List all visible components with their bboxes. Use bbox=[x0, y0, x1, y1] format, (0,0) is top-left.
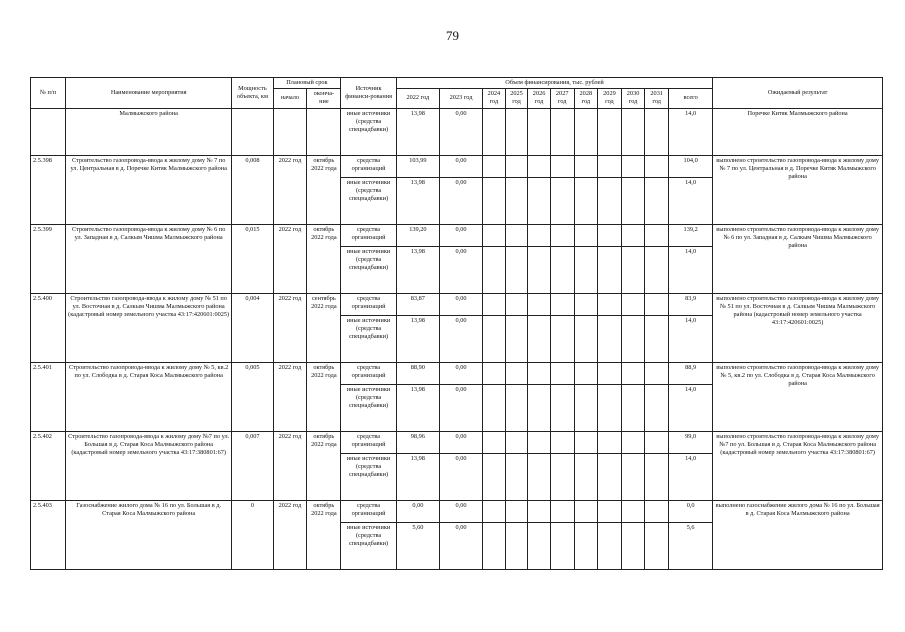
header-plan-term: Плановый срок bbox=[273, 78, 341, 89]
row-source-2-2023: 0,00 bbox=[439, 315, 482, 362]
row-num: 2.5.398 bbox=[31, 155, 66, 224]
row-source-1-total: 139,2 bbox=[669, 224, 713, 246]
row-source-1-total: 0,0 bbox=[669, 500, 713, 522]
row-name: Строительство газопровода-ввода к жилому дому №7 по ул. Большая в д. Старая Коса Малмыжского района (кадастровый номер земельного участка 43:17:380801:67) bbox=[65, 431, 231, 500]
header-total: всего bbox=[669, 89, 713, 108]
row-source-2-total: 14,0 bbox=[669, 246, 713, 293]
row-end: октябрь 2022 года bbox=[307, 155, 341, 224]
row-result: Поречке Китяк Малмыжского района bbox=[713, 108, 883, 155]
row-source-2-total: 5,6 bbox=[669, 522, 713, 569]
header-volume: Объем финансирования, тыс. рублей bbox=[396, 78, 712, 89]
row-source-1: средства организаций bbox=[341, 431, 396, 453]
table-row bbox=[31, 500, 883, 522]
table-row bbox=[31, 362, 883, 384]
row-source-1-2023: 0,00 bbox=[439, 500, 482, 522]
header-capacity: Мощность объекта, км bbox=[232, 78, 273, 109]
row-total: 14,0 bbox=[669, 108, 713, 155]
row-capacity: 0,015 bbox=[232, 224, 273, 293]
row-source-2-2023: 0,00 bbox=[439, 246, 482, 293]
row-source-1-2022: 0,00 bbox=[396, 500, 439, 522]
row-capacity: 0,004 bbox=[232, 293, 273, 362]
row-name: Строительство газопровода-ввода к жилому дому № 5, кв.2 по ул. Слободка в д. Старая Коса Малмыжского района bbox=[65, 362, 231, 431]
row-num: 2.5.403 bbox=[31, 500, 66, 569]
header-result: Ожидаемый результат bbox=[713, 78, 883, 109]
header-2023: 2023 год bbox=[439, 89, 482, 108]
row-source-1: средства организаций bbox=[341, 293, 396, 315]
row-source-2-2022: 13,98 bbox=[396, 315, 439, 362]
row-start: 2022 год bbox=[273, 155, 307, 224]
row-source-1-total: 83,9 bbox=[669, 293, 713, 315]
row-name: Малмыжского района bbox=[65, 108, 231, 155]
header-2024: 2024 год bbox=[483, 89, 506, 108]
row-source-1-2022: 83,87 bbox=[396, 293, 439, 315]
row-source-2-2022: 13,98 bbox=[396, 246, 439, 293]
row-source-2: иные источники (средства спецнадбавки) bbox=[341, 246, 396, 293]
row-end: октябрь 2022 года bbox=[307, 224, 341, 293]
row-source-1: средства организаций bbox=[341, 155, 396, 177]
row-source-2-2023: 0,00 bbox=[439, 522, 482, 569]
row-source-2: иные источники (средства спецнадбавки) bbox=[341, 177, 396, 224]
row-num: 2.5.400 bbox=[31, 293, 66, 362]
header-2025: 2025 год bbox=[505, 89, 528, 108]
financing-table bbox=[30, 77, 883, 570]
header-end: оконча-ние bbox=[307, 89, 341, 108]
row-result: выполнено строительство газопровода-ввода к жилому дому № 51 по ул. Восточная в д. Салкым Чишма Малмыжского района (кадастровый номер земельного участка 43:17:420601:0025) bbox=[713, 293, 883, 362]
row-start: 2022 год bbox=[273, 362, 307, 431]
row-source-2-total: 14,0 bbox=[669, 315, 713, 362]
row-source-1-2022: 103,99 bbox=[396, 155, 439, 177]
row-source-2-2023: 0,00 bbox=[439, 384, 482, 431]
header-2029: 2029 год bbox=[598, 89, 622, 108]
row-source-2-total: 14,0 bbox=[669, 384, 713, 431]
row-start: 2022 год bbox=[273, 431, 307, 500]
header-2028: 2028 год bbox=[574, 89, 598, 108]
row-result: выполнено строительство газопровода-ввода к жилому дому № 5, кв.2 по ул. Слободка в д. Старая Коса Малмыжского района bbox=[713, 362, 883, 431]
header-num: № п/п bbox=[31, 78, 66, 109]
page-number: 79 bbox=[446, 28, 459, 43]
row-capacity: 0,005 bbox=[232, 362, 273, 431]
row-capacity: 0 bbox=[232, 500, 273, 569]
row-2023: 0,00 bbox=[439, 108, 482, 155]
row-source-2: иные источники (средства спецнадбавки) bbox=[341, 384, 396, 431]
row-source-1: средства организаций bbox=[341, 224, 396, 246]
row-source-2-2022: 13,98 bbox=[396, 177, 439, 224]
row-num: 2.5.399 bbox=[31, 224, 66, 293]
row-source-2: иные источники (средства спецнадбавки) bbox=[341, 522, 396, 569]
row-source-1-2022: 139,20 bbox=[396, 224, 439, 246]
row-source-2-2023: 0,00 bbox=[439, 177, 482, 224]
row-source-1-2022: 98,96 bbox=[396, 431, 439, 453]
row-source-1-2023: 0,00 bbox=[439, 293, 482, 315]
row-source-2-total: 14,0 bbox=[669, 453, 713, 500]
row-num: 2.5.401 bbox=[31, 362, 66, 431]
header-start: начало bbox=[273, 89, 307, 108]
row-source-1-total: 104,0 bbox=[669, 155, 713, 177]
row-source: иные источники (средства спецнадбавки) bbox=[341, 108, 396, 155]
row-source-2-2022: 13,98 bbox=[396, 384, 439, 431]
row-num: 2.5.402 bbox=[31, 431, 66, 500]
row-source-2: иные источники (средства спецнадбавки) bbox=[341, 315, 396, 362]
table-row bbox=[31, 431, 883, 453]
header-2030: 2030 год bbox=[621, 89, 645, 108]
table-row-continuation bbox=[31, 108, 883, 155]
header-2027: 2027 год bbox=[550, 89, 574, 108]
row-source-2: иные источники (средства спецнадбавки) bbox=[341, 453, 396, 500]
row-name: Строительство газопровода-ввода к жилому дому № 51 по ул. Восточная в д. Салкым Чишма Малмыжского района (кадастровый номер земельного участка 43:17:420601:0025) bbox=[65, 293, 231, 362]
row-start: 2022 год bbox=[273, 293, 307, 362]
row-source-2-total: 14,0 bbox=[669, 177, 713, 224]
row-name: Строительство газопровода-ввода к жилому дому № 6 по ул. Западная в д. Салкым Чишма Малмыжского района bbox=[65, 224, 231, 293]
row-source-1-2022: 88,90 bbox=[396, 362, 439, 384]
row-source-1: средства организаций bbox=[341, 500, 396, 522]
row-start: 2022 год bbox=[273, 224, 307, 293]
row-name: Строительство газопровода-ввода к жилому дому № 7 по ул. Центральная в д. Поречке Китяк Малмыжского района bbox=[65, 155, 231, 224]
row-end: октябрь 2022 года bbox=[307, 362, 341, 431]
header-name: Наименование мероприятия bbox=[65, 78, 231, 109]
table-row bbox=[31, 293, 883, 315]
table-row bbox=[31, 224, 883, 246]
row-source-2-2022: 13,98 bbox=[396, 453, 439, 500]
row-end: сентябрь 2022 года bbox=[307, 293, 341, 362]
row-end: октябрь 2022 года bbox=[307, 500, 341, 569]
row-result: выполнено строительство газопровода-ввода к жилому дому №7 по ул. Большая в д. Старая Коса Малмыжского района (кадастровый номер земельного участка 43:17:380801:67) bbox=[713, 431, 883, 500]
row-source-1: средства организаций bbox=[341, 362, 396, 384]
row-source-1-2023: 0,00 bbox=[439, 224, 482, 246]
header-source: Источник финанси-рования bbox=[341, 78, 396, 109]
row-source-1-2023: 0,00 bbox=[439, 431, 482, 453]
row-source-2-2023: 0,00 bbox=[439, 453, 482, 500]
row-start: 2022 год bbox=[273, 500, 307, 569]
row-result: выполнено строительство газопровода-ввода к жилому дому № 6 по ул. Западная в д. Салкым Чишма Малмыжского района bbox=[713, 224, 883, 293]
row-source-1-2023: 0,00 bbox=[439, 155, 482, 177]
row-source-1-total: 99,0 bbox=[669, 431, 713, 453]
header-2022: 2022 год bbox=[396, 89, 439, 108]
row-result: выполнено газоснабжение жилого дома № 16 по ул. Большая в д. Старая Коса Малмыжского района bbox=[713, 500, 883, 569]
row-source-1-2023: 0,00 bbox=[439, 362, 482, 384]
row-capacity: 0,008 bbox=[232, 155, 273, 224]
row-end: октябрь 2022 года bbox=[307, 431, 341, 500]
row-2022: 13,98 bbox=[396, 108, 439, 155]
table-row bbox=[31, 155, 883, 177]
row-capacity: 0,007 bbox=[232, 431, 273, 500]
header-2026: 2026 год bbox=[528, 89, 551, 108]
header-2031: 2031 год bbox=[645, 89, 669, 108]
row-source-2-2022: 5,60 bbox=[396, 522, 439, 569]
row-result: выполнено строительство газопровода-ввода к жилому дому № 7 по ул. Центральная в д. Поречке Китяк Малмыжского района bbox=[713, 155, 883, 224]
row-name: Газоснабжение жилого дома № 16 по ул. Большая в д. Старая Коса Малмыжского района bbox=[65, 500, 231, 569]
row-source-1-total: 88,9 bbox=[669, 362, 713, 384]
